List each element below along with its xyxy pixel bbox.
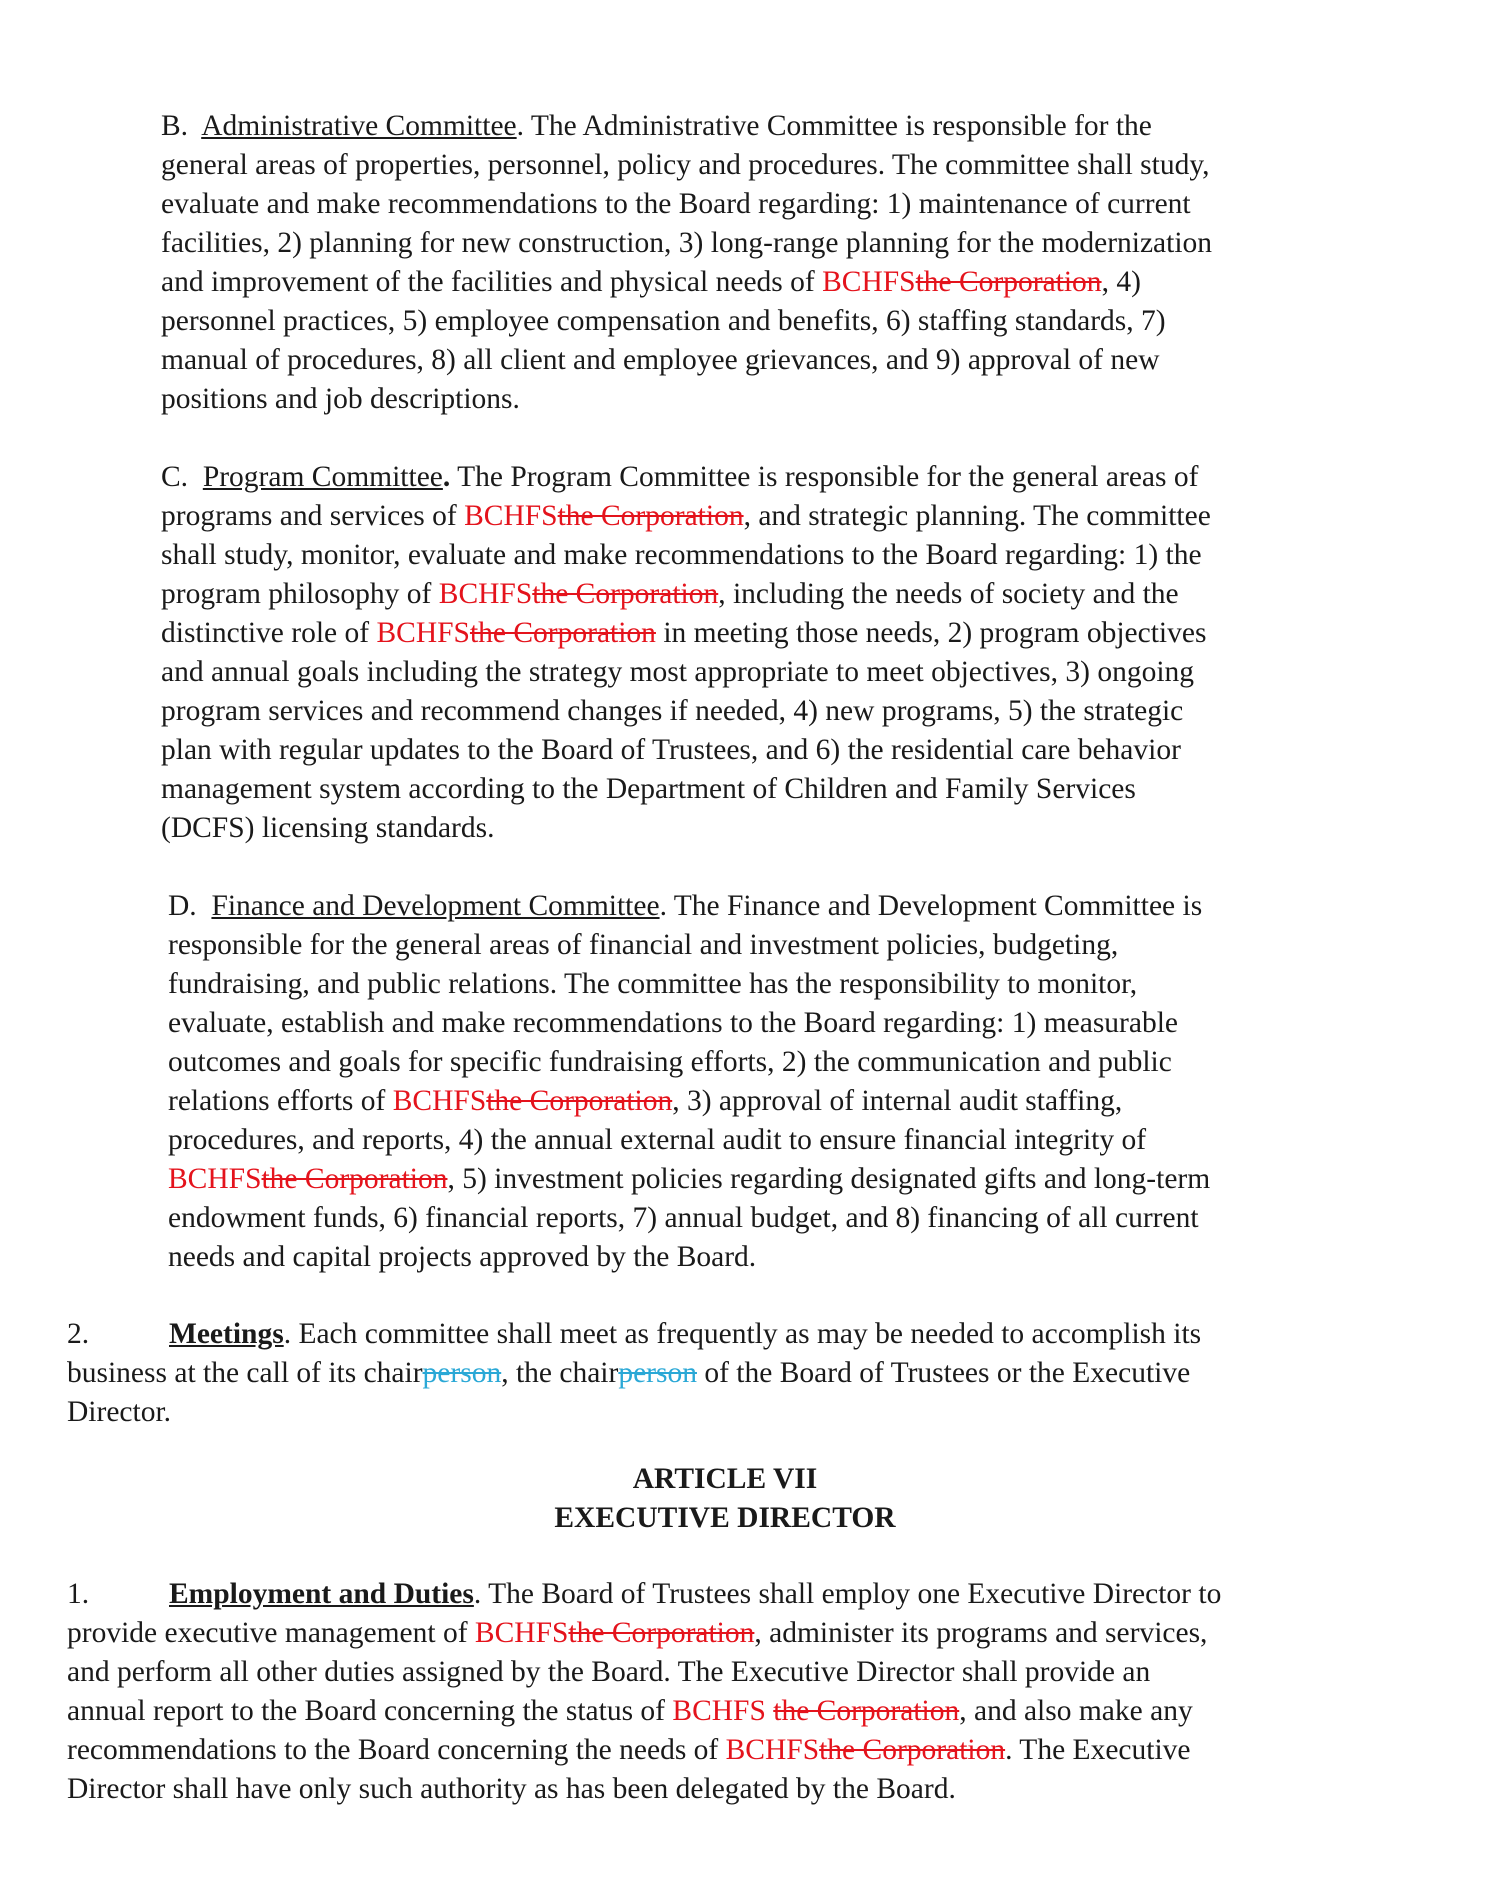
line: provide executive management of BCHFSthe Corporation, administer its programs and services, <box>67 1617 1208 1649</box>
section-label: D. <box>168 890 197 922</box>
item-number: 2. <box>67 1318 90 1350</box>
section-title: Administrative Committee <box>201 110 517 142</box>
section-c-program-committee: C. Program Committee. The Program Committee is responsible for the general areas of programs and services of BCHFSthe Corporation, and strategic planning. The committee shall study, monitor, evaluate and make recommendations to the Board regarding: 1) the program philosophy of BCHFSthe Corporation, including the needs of society and the distinctive role of BCHFSthe Corporation in meeting those needs, 2) program objectives and annual goals including the strategy most appropriate to meet objectives, 3) ongoing program services and recommend changes if needed, 4) new programs, 5) the strategic plan with regular updates to the Board of Trustees, and 6) the residential care behavior management system according to the Department of Children and Family Services (DCFS) licensing standards. <box>161 458 1211 848</box>
deleted-text: the Corporation <box>568 1617 755 1649</box>
inserted-text: BCHFS <box>168 1163 262 1195</box>
section-title: Finance and Development Committee <box>211 890 660 922</box>
paragraph-title: Meetings <box>169 1318 284 1350</box>
line: recommendations to the Board concerning the needs of BCHFSthe Corporation. The Executive <box>67 1734 1191 1766</box>
article-number: ARTICLE VII <box>632 1463 818 1495</box>
line: C. Program Committee. The Program Committee is responsible for the general areas of <box>161 461 1199 493</box>
deleted-text: the Corporation <box>915 266 1102 298</box>
line: relations efforts of BCHFSthe Corporation, 3) approval of internal audit staffing, <box>168 1085 1123 1117</box>
inserted-text: BCHFS <box>392 1085 487 1117</box>
deleted-text: the Corporation <box>469 617 656 649</box>
deleted-text: person <box>422 1357 502 1389</box>
deleted-text: the Corporation <box>261 1163 448 1195</box>
deleted-text: the Corporation <box>819 1734 1006 1766</box>
inserted-text: BCHFS <box>464 500 558 532</box>
item-number: 1. <box>67 1578 90 1610</box>
inserted-text: BCHFS <box>822 266 916 298</box>
line: annual report to the Board concerning the status of BCHFS the Corporation, and also make any <box>67 1695 1193 1727</box>
meetings-paragraph: 2. Meetings. Each committee shall meet as frequently as may be needed to accomplish its business at the call of its chairperson, the chairperson of the Board of Trustees or the Executive Director. <box>67 1315 1201 1432</box>
section-b-administrative-committee: B. Administrative Committee. The Administrative Committee is responsible for the general areas of properties, personnel, policy and procedures. The committee shall study, evaluate and make recommendations to the Board regarding: 1) maintenance of current facilities, 2) planning for new construction, 3) long-range planning for the modernization and improvement of the facilities and physical needs of BCHFSthe Corporation, 4) personnel practices, 5) employee compensation and benefits, 6) staffing standards, 7) manual of procedures, 8) all client and employee grievances, and 9) approval of new positions and job descriptions. <box>161 107 1212 419</box>
paragraph-title: Employment and Duties <box>169 1578 474 1610</box>
line: and improvement of the facilities and physical needs of BCHFSthe Corporation, 4) <box>161 266 1141 298</box>
section-label: C. <box>161 461 189 493</box>
deleted-text: the Corporation <box>532 578 719 610</box>
deleted-text: person <box>618 1357 697 1389</box>
line: D. Finance and Development Committee. The Finance and Development Committee is <box>168 890 1203 922</box>
deleted-text: the Corporation <box>486 1085 673 1117</box>
line: 2. Meetings. Each committee shall meet as frequently as may be needed to accomplish its <box>67 1315 1201 1354</box>
line: 1. Employment and Duties. The Board of Trustees shall employ one Executive Director to <box>67 1575 1221 1614</box>
inserted-text: BCHFS <box>725 1734 820 1766</box>
inserted-text: BCHFS <box>672 1695 774 1727</box>
deleted-text: the Corporation <box>773 1695 960 1727</box>
section-label: B. <box>161 110 189 142</box>
inserted-text: BCHFS <box>474 1617 569 1649</box>
employment-paragraph: 1. Employment and Duties. The Board of Trustees shall employ one Executive Director to provide executive management of BCHFSthe Corporation, administer its programs and services, and perform all other duties assigned by the Board. The Executive Director shall provide an annual report to the Board concerning the status of BCHFS the Corporation, and also make any recommendations to the Board concerning the needs of BCHFSthe Corporation. The Executive Director shall have only such authority as has been delegated by the Board. <box>67 1575 1221 1809</box>
section-d-finance-committee: D. Finance and Development Committee. The Finance and Development Committee is responsible for the general areas of financial and investment policies, budgeting, fundraising, and public relations. The committee has the responsibility to monitor, evaluate, establish and make recommendations to the Board regarding: 1) measurable outcomes and goals for specific fundraising efforts, 2) the communication and public relations efforts of BCHFSthe Corporation, 3) approval of internal audit staffing, procedures, and reports, 4) the annual external audit to ensure financial integrity of BCHFSthe Corporation, 5) investment policies regarding designated gifts and long-term endowment funds, 6) financial reports, 7) annual budget, and 8) financing of all current needs and capital projects approved by the Board. <box>168 887 1210 1277</box>
inserted-text: BCHFS <box>376 617 470 649</box>
inserted-text: BCHFS <box>438 578 533 610</box>
line: programs and services of BCHFSthe Corporation, and strategic planning. The committee <box>161 500 1211 532</box>
section-title: Program Committee <box>202 461 443 493</box>
line: program philosophy of BCHFSthe Corporation, including the needs of society and the <box>161 578 1179 610</box>
line: distinctive role of BCHFSthe Corporation in meeting those needs, 2) program objectives <box>161 617 1207 649</box>
line: BCHFSthe Corporation, 5) investment policies regarding designated gifts and long-term <box>168 1163 1211 1195</box>
line: B. Administrative Committee. The Administrative Committee is responsible for the <box>161 110 1152 142</box>
article-title: EXECUTIVE DIRECTOR <box>554 1502 896 1534</box>
line: business at the call of its chairperson, the chairperson of the Board of Trustees or the Executive <box>67 1357 1191 1389</box>
deleted-text: the Corporation <box>557 500 744 532</box>
